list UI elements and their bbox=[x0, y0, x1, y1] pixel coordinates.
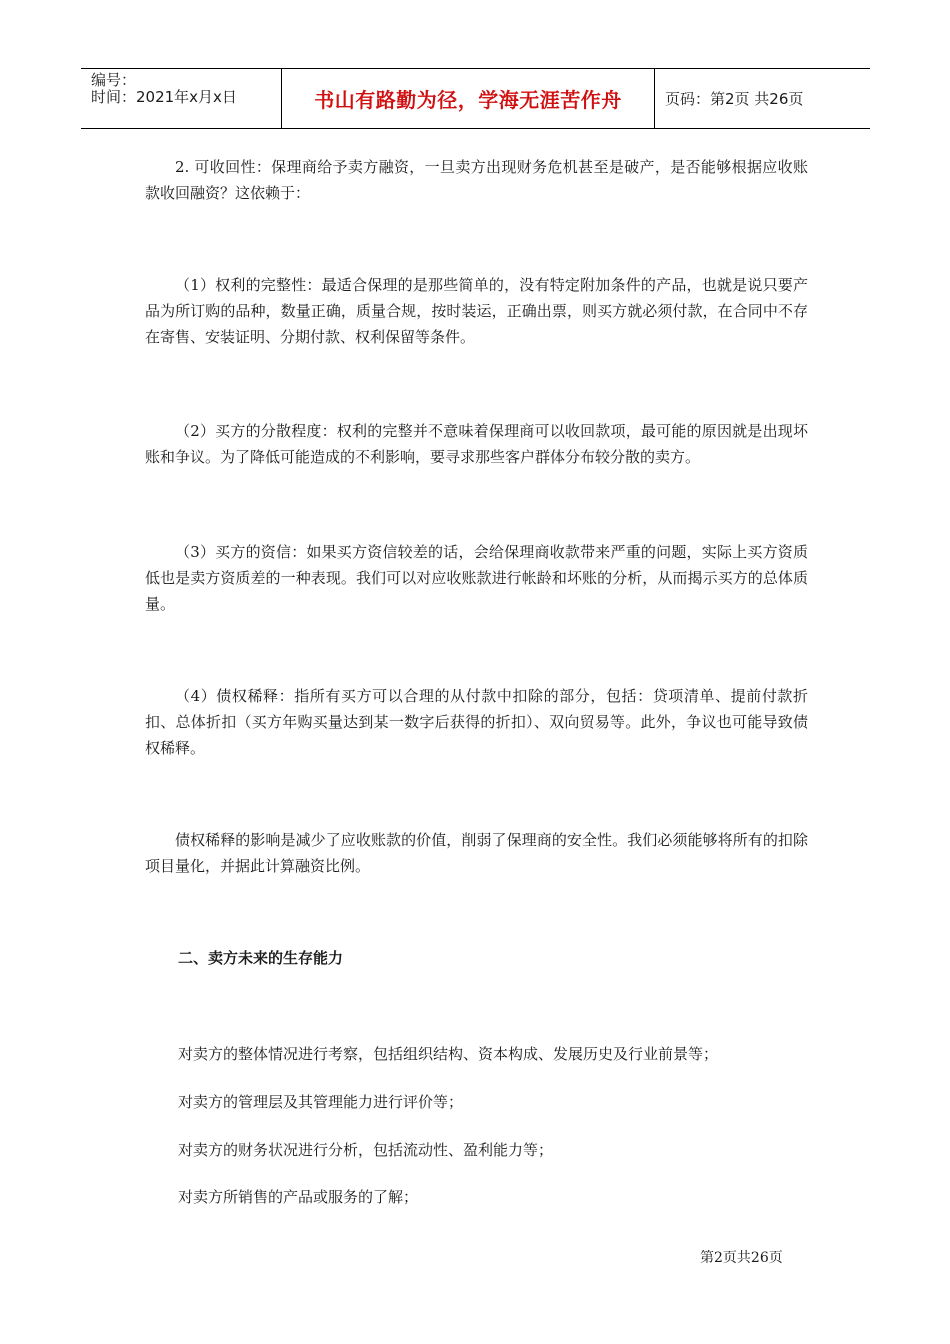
list-item: 对卖方的管理层及其管理能力进行评价等； bbox=[178, 1093, 464, 1111]
paragraph-recoverability: 2. 可收回性：保理商给予卖方融资，一旦卖方出现财务危机甚至是破产，是否能够根据应收账款收回融资？这依赖于： bbox=[145, 158, 808, 202]
document-number-label: 编号： bbox=[91, 71, 137, 89]
list-item: 对卖方的整体情况进行考察，包括组织结构、资本构成、发展历史及行业前景等； bbox=[178, 1045, 719, 1063]
page-footer: 第2页共26页 bbox=[700, 1250, 783, 1266]
paragraph-buyer-dispersion: （2）买方的分散程度：权利的完整并不意味着保理商可以收回款项，最可能的原因就是出现坏账和争议。为了降低可能造成的不利影响，要寻求那些客户群体分布较分散的卖方。 bbox=[145, 422, 808, 466]
paragraph-debt-dilution: （4）债权稀释：指所有买方可以合理的从付款中扣除的部分，包括：贷项清单、提前付款折扣、总体折扣（买方年购买量达到某一数字后获得的折扣）、双向贸易等。此外，争议也可能导致债权稀释。 bbox=[145, 687, 808, 757]
list-item: 对卖方的财务状况进行分析，包括流动性、盈利能力等； bbox=[178, 1141, 554, 1159]
section-heading: 二、卖方未来的生存能力 bbox=[178, 949, 344, 967]
header-meta bbox=[81, 69, 282, 128]
header-page-info: 页码：第2页 共26页 bbox=[665, 90, 804, 108]
document-date: 时间：2021年x月x日 bbox=[91, 88, 237, 106]
paragraph-dilution-impact: 债权稀释的影响是减少了应收账款的价值，削弱了保理商的安全性。我们必须能够将所有的扣除项目量化，并据此计算融资比例。 bbox=[145, 831, 808, 875]
page-header bbox=[81, 68, 870, 129]
header-motto: 书山有路勤为径，学海无涯苦作舟 bbox=[282, 69, 655, 128]
paragraph-rights-integrity: （1）权利的完整性：最适合保理的是那些简单的，没有特定附加条件的产品，也就是说只要产品为所订购的品种，数量正确，质量合规，按时装运，正确出票，则买方就必须付款，在合同中不存在寄售、安装证明、分期付款、权利保留等条件。 bbox=[145, 276, 808, 346]
paragraph-buyer-credit: （3）买方的资信：如果买方资信较差的话，会给保理商收款带来严重的问题，实际上买方资质低也是卖方资质差的一种表现。我们可以对应收账款进行帐龄和坏账的分析，从而揭示买方的总体质量。 bbox=[145, 543, 808, 613]
list-item: 对卖方所销售的产品或服务的了解； bbox=[178, 1188, 419, 1206]
